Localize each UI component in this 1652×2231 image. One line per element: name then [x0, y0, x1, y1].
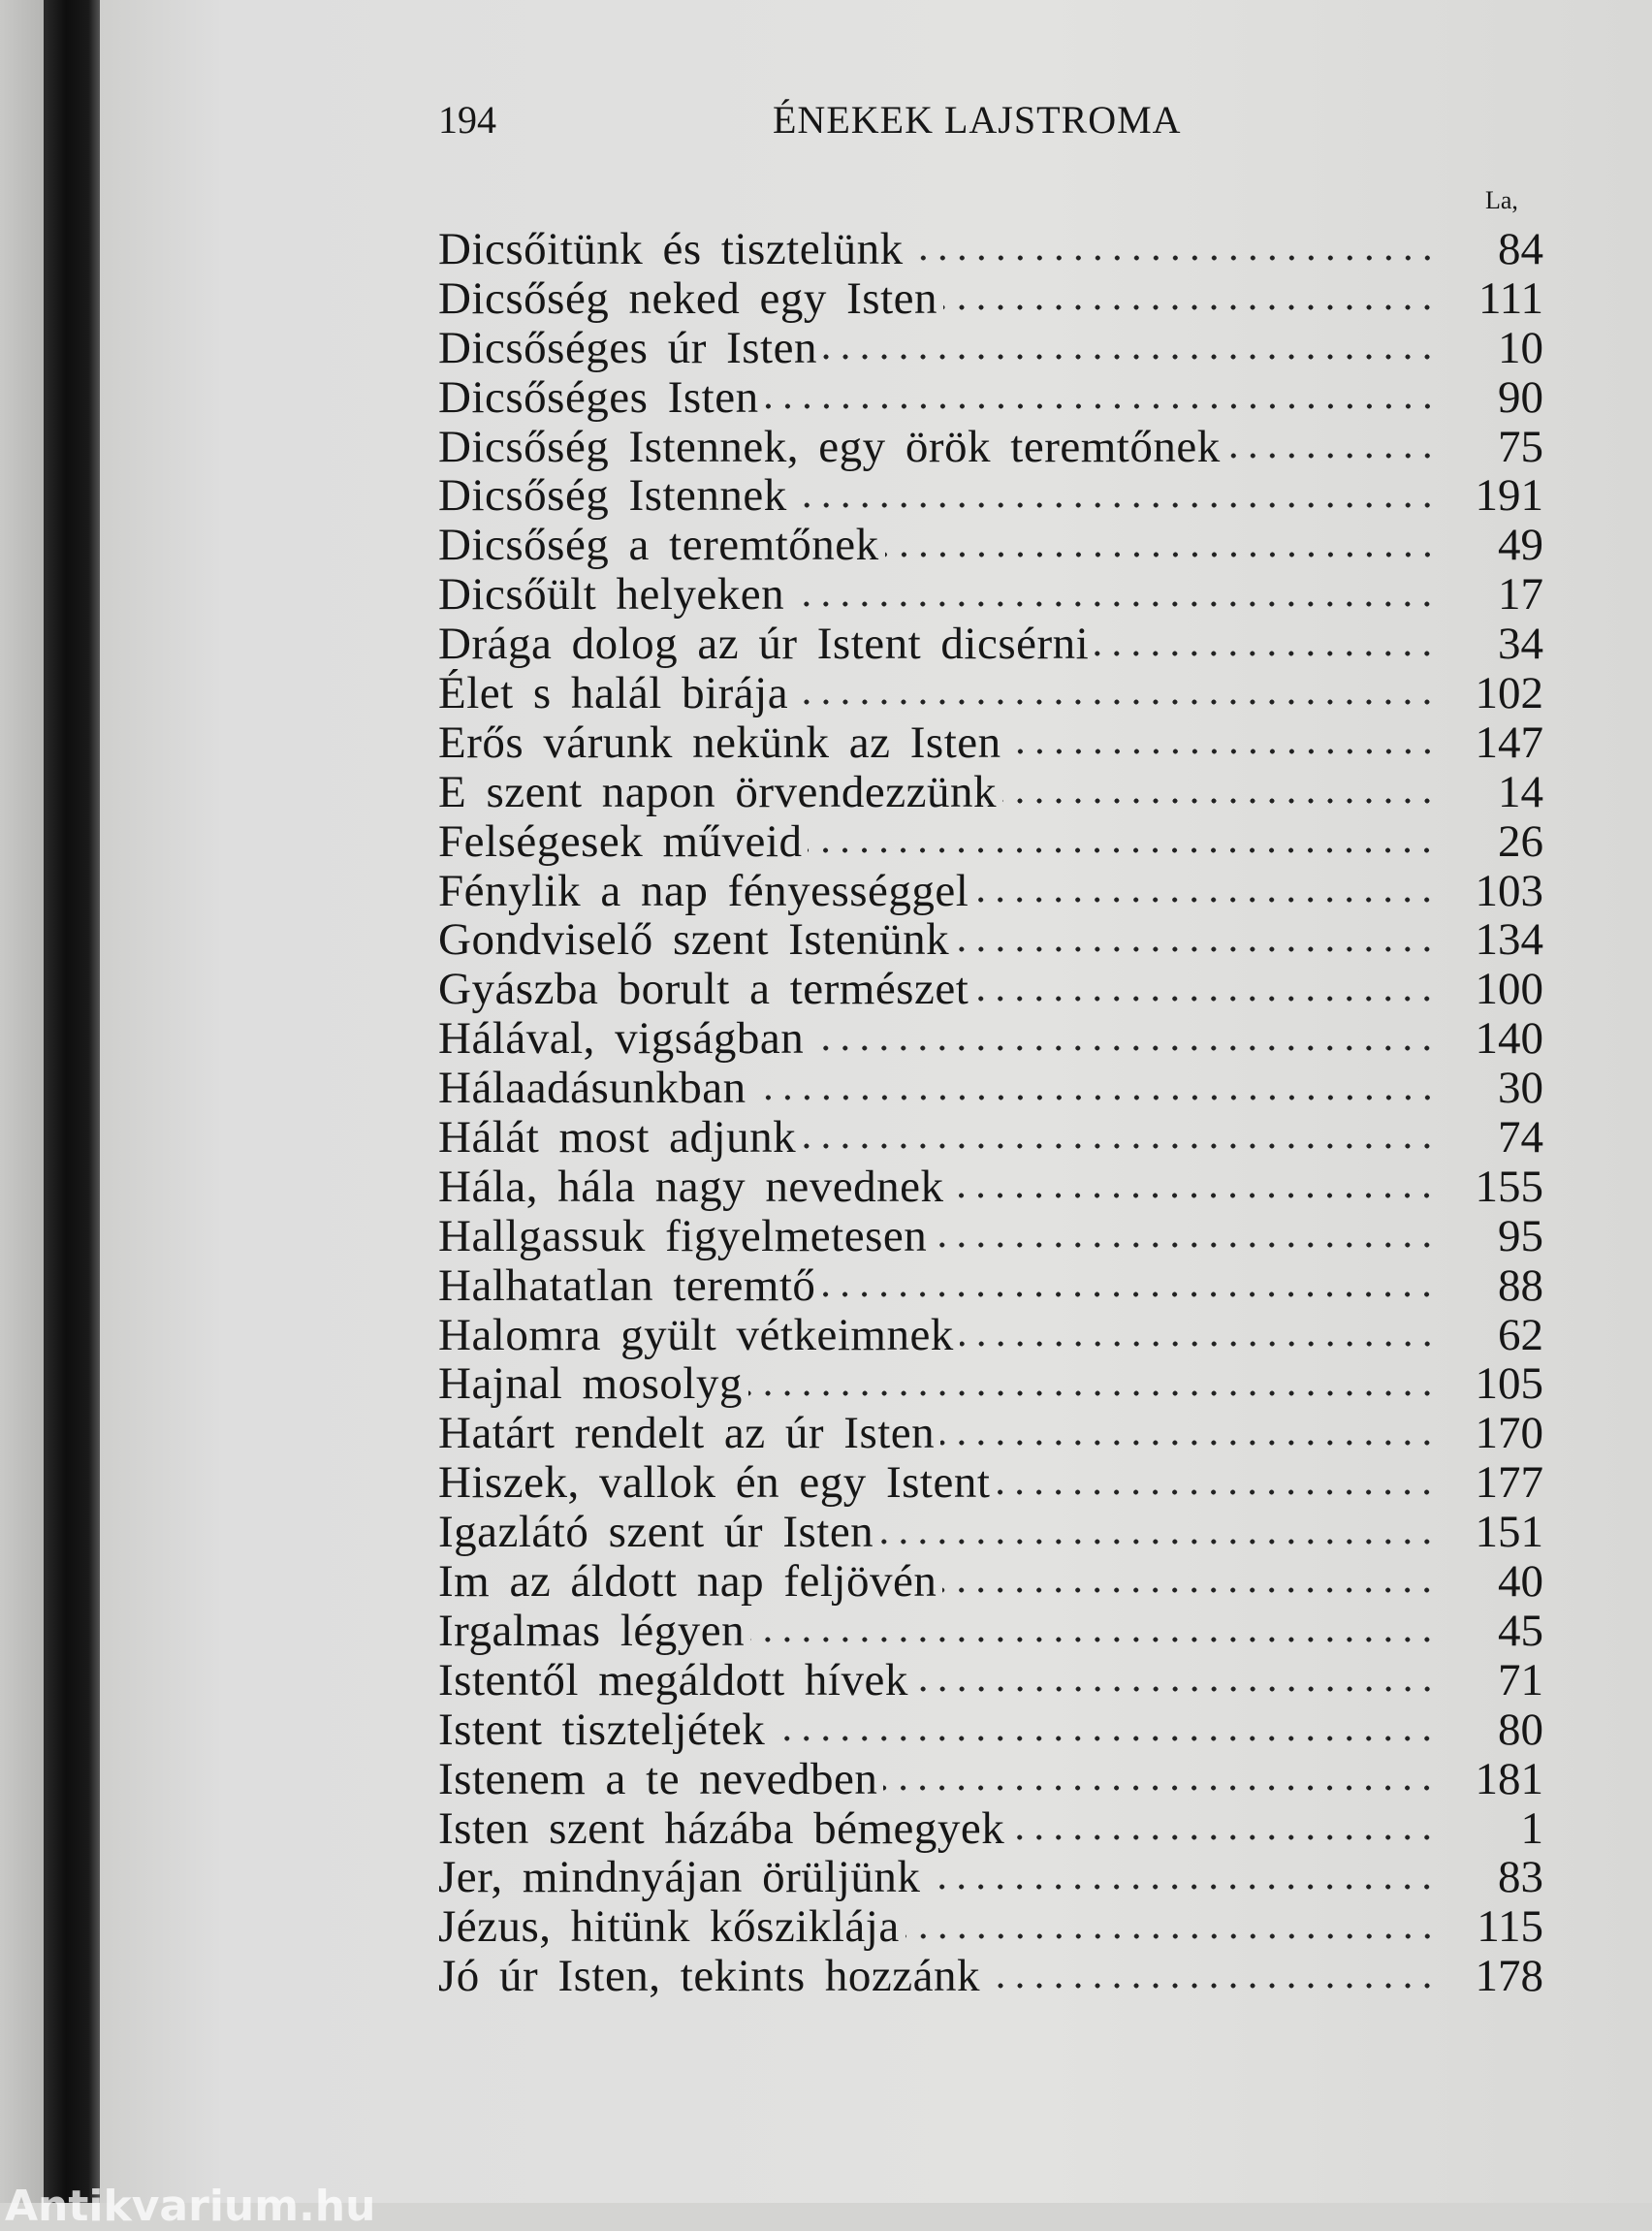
index-entry [438, 225, 1543, 274]
page-ref: 1 [1520, 1802, 1543, 1854]
page-ref: 181 [1475, 1753, 1543, 1804]
index-entry [438, 965, 1543, 1014]
hymn-title: Dicsőség a teremtőnek [438, 520, 879, 571]
index-entry [438, 274, 1543, 324]
hymn-title: Hálaadásunkban [438, 1063, 747, 1114]
hymn-title: Igazlátó szent úr Isten [438, 1507, 874, 1558]
hymn-title: Dicsőség Istennek [438, 470, 787, 522]
hymn-title: Élet s halál birája [438, 668, 789, 719]
index-entry [438, 1952, 1543, 2001]
dot-leader [748, 1387, 1437, 1399]
hymn-title: Hallgassuk figyelmetesen [438, 1210, 928, 1261]
index-entry [438, 1311, 1543, 1360]
page-ref: 80 [1498, 1704, 1543, 1755]
page-header [438, 97, 1543, 155]
index-entry [438, 1113, 1543, 1163]
dot-leader [793, 499, 1437, 511]
page-ref: 49 [1498, 520, 1543, 571]
dot-leader [1007, 746, 1437, 757]
hymn-title: Halomra gyült vétkeimnek [438, 1309, 954, 1360]
index-entry [438, 471, 1543, 521]
dot-leader [823, 351, 1437, 363]
dot-leader [940, 1437, 1437, 1449]
dot-leader [808, 845, 1437, 856]
hymn-title: Fénylik a nap fényességgel [438, 865, 969, 916]
page-ref: 71 [1498, 1654, 1543, 1705]
dot-leader [943, 302, 1437, 313]
page-ref: 62 [1498, 1309, 1543, 1360]
page-ref: 10 [1498, 322, 1543, 373]
page-ref: 140 [1475, 1013, 1543, 1065]
index-entry [438, 1409, 1543, 1458]
page-ref: 34 [1498, 619, 1543, 670]
page-ref: 74 [1498, 1112, 1543, 1163]
index-entry [438, 1458, 1543, 1508]
hymn-title: Dicsőséges úr Isten [438, 322, 817, 373]
page-ref: 102 [1475, 668, 1543, 719]
index-entry [438, 1853, 1543, 1902]
index-entry [438, 1359, 1543, 1409]
dot-leader [752, 1092, 1437, 1103]
hymn-title: Hajnal mosolyg [438, 1358, 743, 1410]
hymn-title: Felségesek műveid [438, 815, 803, 867]
page-ref: 170 [1475, 1408, 1543, 1459]
index-entry [438, 1508, 1543, 1557]
page-ref: 45 [1498, 1605, 1543, 1656]
page-ref: 111 [1477, 272, 1543, 324]
page-ref: 115 [1477, 1901, 1543, 1953]
page-ref: 26 [1498, 815, 1543, 867]
hymn-title: Dicsőség Istennek, egy örök teremtőnek [438, 421, 1221, 472]
dot-leader [1095, 648, 1437, 659]
index-entry [438, 324, 1543, 373]
index-entry [438, 768, 1543, 817]
index-entry [438, 718, 1543, 768]
page-ref: 17 [1498, 569, 1543, 621]
dot-leader [949, 1190, 1437, 1201]
dot-leader [821, 1289, 1437, 1300]
index-entry [438, 817, 1543, 867]
index-entry [438, 1212, 1543, 1261]
index-entry [438, 669, 1543, 718]
hymn-title: Hiszek, vallok én egy Istent [438, 1457, 991, 1509]
page-ref: 40 [1498, 1556, 1543, 1608]
index-entry [438, 1261, 1543, 1311]
index-entry [438, 570, 1543, 620]
page-column-label: La, [1485, 186, 1518, 214]
hymn-title: Hálával, vigságban [438, 1013, 805, 1065]
page-ref: 75 [1498, 421, 1543, 472]
dot-leader [1226, 450, 1437, 462]
page-ref: 177 [1475, 1457, 1543, 1509]
hymn-title: Istent tiszteljétek [438, 1704, 766, 1755]
index-entry [438, 915, 1543, 965]
index-entry [438, 1014, 1543, 1064]
hymn-title: Halhatatlan teremtő [438, 1259, 816, 1311]
hymn-title: Dicsőült helyeken [438, 569, 785, 621]
dot-leader [926, 1881, 1437, 1893]
index-entry [438, 867, 1543, 916]
page-ref: 30 [1498, 1063, 1543, 1114]
dot-leader [765, 400, 1437, 412]
hymn-title: Erős várunk nekünk az Isten [438, 717, 1001, 768]
page-ref: 83 [1498, 1852, 1543, 1903]
dot-leader [802, 1140, 1437, 1152]
dot-leader [955, 943, 1437, 955]
dot-leader [794, 696, 1437, 708]
hymn-title: Hálát most adjunk [438, 1112, 797, 1163]
dot-leader [879, 1536, 1437, 1547]
hymn-title: Dicsőség neked egy Isten [438, 272, 937, 324]
index-entry [438, 1557, 1543, 1607]
dot-leader [909, 252, 1437, 264]
dot-leader [986, 1980, 1437, 1992]
dot-leader [1002, 795, 1437, 807]
page-ref: 178 [1475, 1951, 1543, 2002]
page-ref: 151 [1475, 1507, 1543, 1558]
index-entry [438, 373, 1543, 423]
dot-leader [750, 1634, 1437, 1645]
index-entry [438, 1804, 1543, 1854]
page-ref: 14 [1498, 766, 1543, 817]
dot-leader [905, 1930, 1437, 1942]
hymn-title: Dicsőitünk és tisztelünk [438, 224, 904, 274]
page-ref: 84 [1498, 224, 1543, 274]
dot-leader [996, 1486, 1437, 1498]
hymn-title: Gyászba borult a természet [438, 964, 969, 1015]
index-entry [438, 1656, 1543, 1705]
hymn-title: Dicsőséges Isten [438, 371, 759, 423]
dot-leader [974, 993, 1437, 1004]
page-ref: 95 [1498, 1210, 1543, 1261]
page-ref: 88 [1498, 1259, 1543, 1311]
hymn-title: Istentől megáldott hívek [438, 1654, 908, 1705]
hymn-title: Im az áldott nap feljövén [438, 1556, 937, 1608]
dot-leader [790, 598, 1437, 610]
dot-leader [960, 1338, 1437, 1350]
dot-leader [914, 1683, 1437, 1695]
hymn-title: Isten szent házába bémegyek [438, 1802, 1005, 1854]
dot-leader [771, 1733, 1437, 1744]
dot-leader [883, 1782, 1437, 1794]
dot-leader [942, 1584, 1437, 1596]
dot-leader [810, 1042, 1437, 1054]
hymn-index-list [438, 225, 1543, 2001]
index-entry [438, 1607, 1543, 1656]
book-spine [44, 0, 100, 2203]
page-ref: 134 [1475, 914, 1543, 966]
hymn-title: Istenem a te nevedben [438, 1753, 878, 1804]
hymn-title: Hála, hála nagy nevednek [438, 1161, 944, 1212]
page-ref: 147 [1475, 717, 1543, 768]
page-ref: 103 [1475, 865, 1543, 916]
index-entry [438, 1902, 1543, 1952]
dot-leader [1010, 1832, 1437, 1843]
dot-leader [974, 894, 1437, 906]
hymn-title: Jer, mindnyájan örüljünk [438, 1852, 921, 1903]
index-entry [438, 521, 1543, 570]
hymn-title: Jó úr Isten, tekints hozzánk [438, 1951, 980, 2002]
dot-leader [885, 549, 1437, 560]
page-title: ÉNEKEK LAJSTROMA [773, 98, 1182, 142]
watermark: Antikvarium.hu [5, 2182, 376, 2231]
page-ref: 155 [1475, 1161, 1543, 1212]
hymn-title: Határt rendelt az úr Isten [438, 1408, 936, 1459]
index-entry [438, 1064, 1543, 1113]
hymn-title: E szent napon örvendezzünk [438, 766, 997, 817]
index-entry [438, 1755, 1543, 1804]
index-entry [438, 620, 1543, 669]
dot-leader [933, 1239, 1437, 1251]
page-ref: 100 [1475, 964, 1543, 1015]
hymn-title: Irgalmas légyen [438, 1605, 746, 1656]
page-ref: 105 [1475, 1358, 1543, 1410]
index-entry [438, 1163, 1543, 1212]
page-ref: 191 [1475, 470, 1543, 522]
index-entry [438, 423, 1543, 472]
hymn-title: Gondviselő szent Istenünk [438, 914, 950, 966]
book-edge [0, 0, 44, 2203]
hymn-title: Jézus, hitünk kősziklája [438, 1901, 900, 1953]
page-number: 194 [438, 98, 496, 142]
index-entry [438, 1705, 1543, 1755]
page-ref: 90 [1498, 371, 1543, 423]
hymn-title: Drága dolog az úr Istent dicsérni [438, 619, 1090, 670]
